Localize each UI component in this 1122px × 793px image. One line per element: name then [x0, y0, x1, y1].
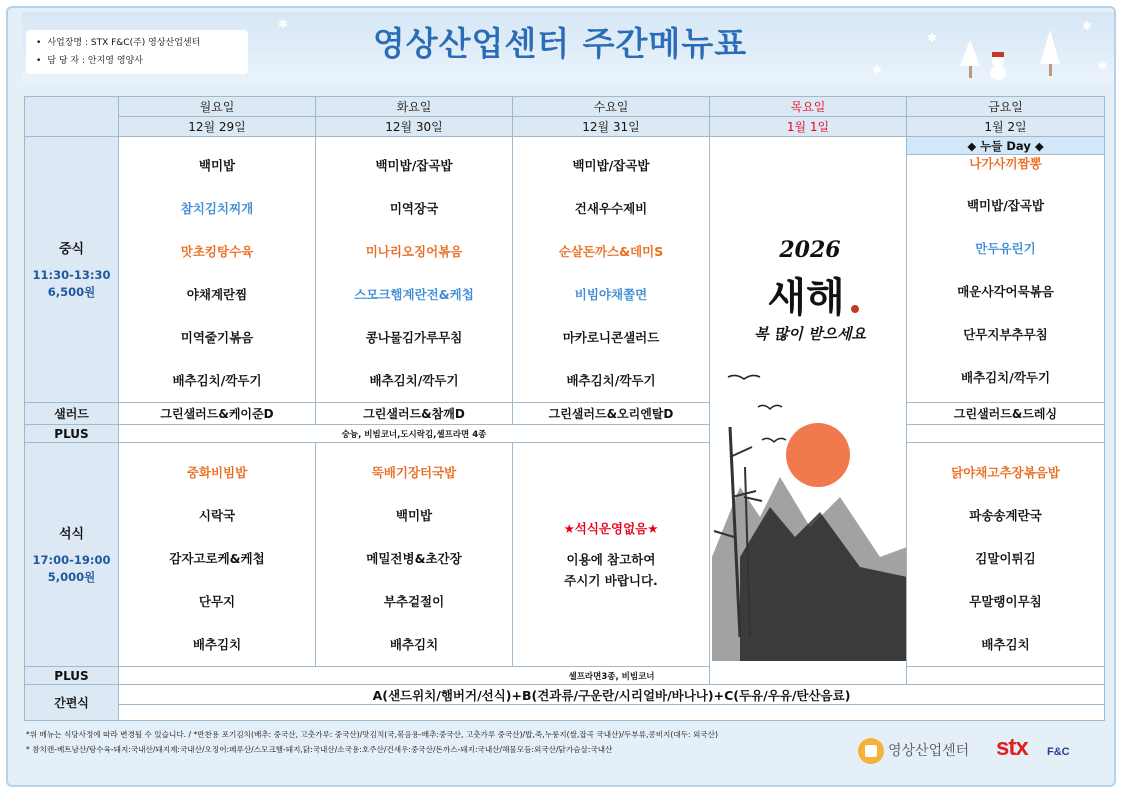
bird-icon	[728, 375, 760, 379]
menu-item: 참치김치찌개	[180, 201, 254, 216]
bullet-icon: •	[36, 38, 42, 48]
tree-trunk-icon	[969, 66, 972, 78]
menu-table	[24, 96, 1105, 721]
tree-trunk-icon	[1049, 64, 1052, 76]
date-wed: 12월 31일	[513, 117, 710, 137]
plus-dinner-row	[25, 667, 1105, 685]
date-thu: 1월 1일	[710, 117, 907, 137]
snowflake-icon: ✱	[1097, 59, 1108, 73]
date-tue: 12월 30일	[316, 117, 513, 137]
plus-lunch-fri	[907, 425, 1105, 443]
notice-line: 주시기 바랍니다.	[564, 573, 658, 588]
menu-item: 야채계란찜	[186, 287, 248, 302]
dinner-tue	[316, 443, 513, 667]
lunch-tue	[316, 137, 513, 403]
dinner-fri	[907, 443, 1105, 667]
salad-row	[25, 403, 1105, 425]
menu-item: 미나리오징어볶음	[365, 244, 463, 259]
salad-fri: 그린샐러드&드레싱	[907, 403, 1105, 425]
new-year-illustration	[710, 137, 906, 661]
bird-icon	[762, 438, 786, 442]
menu-item: 나가사끼짬뽕	[969, 156, 1042, 171]
salad-wed: 그린샐러드&오리엔탈D	[513, 403, 710, 425]
info-value: STX F&C(주) 영상산업센터	[90, 38, 201, 48]
menu-item: 배추김치	[192, 637, 242, 652]
center-logo-text: 영상산업센터	[888, 743, 970, 759]
greeting-sub: 복 많이 받으세요	[754, 325, 866, 343]
menu-item: 백미밥	[395, 508, 433, 523]
menu-item: 순살돈까스&데미S	[558, 244, 664, 259]
snack-label: 간편식	[25, 685, 119, 721]
menu-item: 뚝배기장터국밥	[371, 465, 457, 480]
plus-lunch-row	[25, 425, 1105, 443]
footnote-line: *위 메뉴는 식당사정에 따라 변경될 수 있습니다. / *반찬용 포기김치(배추: 중국산, 고춧가루: 중국산)/맛김치(국,볶음용-배추:중국산, 고춧가루 중국산)/밥,죽,누룽지(쌀,잡곡 국내산)/두부류,콩비지(대두: 외국산)	[26, 730, 718, 739]
snack-blank	[119, 705, 1105, 721]
info-line: • 담 당 자 : 안지영 영양사	[36, 52, 238, 70]
no-dinner-notice: ★석식운영없음★	[563, 521, 659, 536]
year-text: 2026	[779, 237, 841, 263]
holiday-cell	[710, 137, 907, 685]
menu-item: 감자고로케&케첩	[169, 551, 265, 566]
menu-item: 배추김치/깍두기	[960, 370, 1051, 385]
sun-icon	[786, 423, 850, 487]
noodle-day-banner: ◆ 누들 Day ◆	[907, 137, 1104, 155]
meal-time: 17:00-19:00	[32, 553, 111, 567]
meal-price: 6,500원	[47, 285, 96, 299]
date-mon: 12월 29일	[119, 117, 316, 137]
seal-icon	[851, 305, 859, 313]
menu-item: 백미밥/잡곡밥	[375, 158, 453, 173]
salad-tue: 그린샐러드&참깨D	[316, 403, 513, 425]
menu-item: 백미밥/잡곡밥	[572, 158, 650, 173]
info-label: 사업장명	[47, 38, 83, 48]
date-fri: 1월 2일	[907, 117, 1105, 137]
salad-mon: 그린샐러드&케이준D	[119, 403, 316, 425]
menu-item: 미역장국	[389, 201, 439, 216]
menu-item: 매운사각어묵볶음	[957, 284, 1054, 299]
dinner-wed	[513, 443, 710, 667]
lunch-mon	[119, 137, 316, 403]
menu-item: 시락국	[198, 508, 236, 523]
day-name-wed: 수요일	[513, 97, 710, 117]
menu-item: 만두유린기	[975, 241, 1036, 256]
menu-item: 건새우수제비	[574, 201, 648, 216]
notice-line: 이용에 참고하여	[566, 552, 656, 567]
corner-cell	[25, 97, 119, 137]
mountain-icon	[740, 507, 906, 661]
day-name-row	[25, 97, 1105, 117]
menu-item: 스모크햄계란전&케첩	[354, 287, 474, 302]
day-name-thu: 목요일	[710, 97, 907, 117]
menu-item: 맛초킹탕수육	[180, 244, 254, 259]
menu-item: 단무지부추무침	[963, 327, 1048, 342]
menu-item: 단무지	[198, 594, 236, 609]
menu-item: 비빔야채쫄면	[574, 287, 648, 302]
plus-lunch-text: 숭늉, 비빔코너,도시락김,셀프라면 4종	[119, 425, 710, 443]
menu-item: 중화비빔밥	[186, 465, 248, 480]
meal-price: 5,000원	[47, 570, 96, 584]
menu-item: 배추김치/깍두기	[172, 373, 262, 388]
menu-item: 메밀전병&초간장	[366, 551, 462, 566]
info-line: • 사업장명 : STX F&C(주) 영상산업센터	[36, 34, 238, 52]
info-box	[26, 30, 248, 74]
day-name-tue: 화요일	[316, 97, 513, 117]
snowflake-icon: ✱	[872, 63, 883, 77]
menu-item: 김말이튀김	[975, 551, 1036, 566]
menu-item: 부추겉절이	[383, 594, 445, 609]
footnotes	[26, 727, 926, 757]
lunch-row	[25, 137, 1105, 403]
menu-item: 백미밥/잡곡밥	[966, 198, 1045, 213]
plus-lunch-label: PLUS	[25, 425, 119, 443]
snack-row	[25, 685, 1105, 705]
snowflake-icon: ✱	[927, 31, 938, 45]
company-logo: stx	[996, 734, 1028, 761]
menu-item: 콩나물김가루무침	[365, 330, 463, 345]
lunch-wed	[513, 137, 710, 403]
menu-item: 미역줄기볶음	[180, 330, 254, 345]
lunch-label-cell	[25, 137, 119, 403]
menu-item: 백미밥	[198, 158, 236, 173]
menu-item: 배추김치/깍두기	[566, 373, 656, 388]
page-title: 영상산업센터 주간메뉴표	[372, 24, 748, 63]
footnote-line: * 참치캔-베트남산/탕수육-돼지:국내산/돼지제:국내산/오징어:페루산/스모크햄-돼지,닭:국내산/소국용:호주산/건새우:중국산/돈까스-돼지:국내산/해물모듬:외국산/닭가슴살:국내산	[26, 745, 613, 754]
tree-icon	[960, 40, 980, 66]
date-row	[25, 117, 1105, 137]
snowflake-icon: ✱	[278, 17, 289, 31]
menu-item: 파송송계란국	[969, 508, 1042, 523]
snack-blank-row	[25, 705, 1105, 721]
day-name-fri: 금요일	[907, 97, 1105, 117]
bullet-icon: •	[36, 56, 42, 66]
menu-item: 배추김치	[981, 637, 1030, 652]
snack-text: A(샌드위치/햄버거/선식)+B(견과류/구운란/시리얼바/바나나)+C(두유/우유/탄산음료)	[119, 685, 1105, 705]
greeting-main: 새해	[767, 275, 845, 321]
plus-dinner-label: PLUS	[25, 667, 119, 685]
meal-time: 11:30-13:30	[32, 268, 111, 282]
tree-icon	[1040, 30, 1060, 64]
dinner-label-cell	[25, 443, 119, 667]
holiday-art	[710, 137, 906, 661]
meal-name: 석식	[58, 527, 85, 542]
meal-name: 중식	[58, 242, 85, 257]
salad-label: 샐러드	[25, 403, 119, 425]
lunch-fri	[907, 137, 1105, 403]
menu-item: 배추김치	[389, 637, 439, 652]
menu-item: 닭야채고추장볶음밥	[951, 465, 1060, 480]
menu-item: 무말랭이무침	[969, 594, 1042, 609]
snowman-icon	[990, 66, 1006, 80]
company-logo-sub: F&C	[1047, 746, 1070, 758]
plus-dinner-text: 셀프라면3종, 비빔코너	[119, 667, 1105, 685]
dinner-row	[25, 443, 1105, 667]
snowflake-icon: ✱	[1082, 19, 1093, 33]
day-name-mon: 월요일	[119, 97, 316, 117]
info-label: 담 당 자	[47, 56, 80, 66]
snowman-hat-icon	[992, 52, 1004, 57]
center-logo-icon	[858, 738, 884, 764]
snowman-head-icon	[992, 56, 1004, 67]
bird-icon	[758, 405, 782, 409]
menu-item: 배추김치/깍두기	[369, 373, 459, 388]
info-value: 안지영 영양사	[87, 56, 143, 66]
menu-item: 마카로니콘샐러드	[562, 330, 660, 345]
dinner-mon	[119, 443, 316, 667]
